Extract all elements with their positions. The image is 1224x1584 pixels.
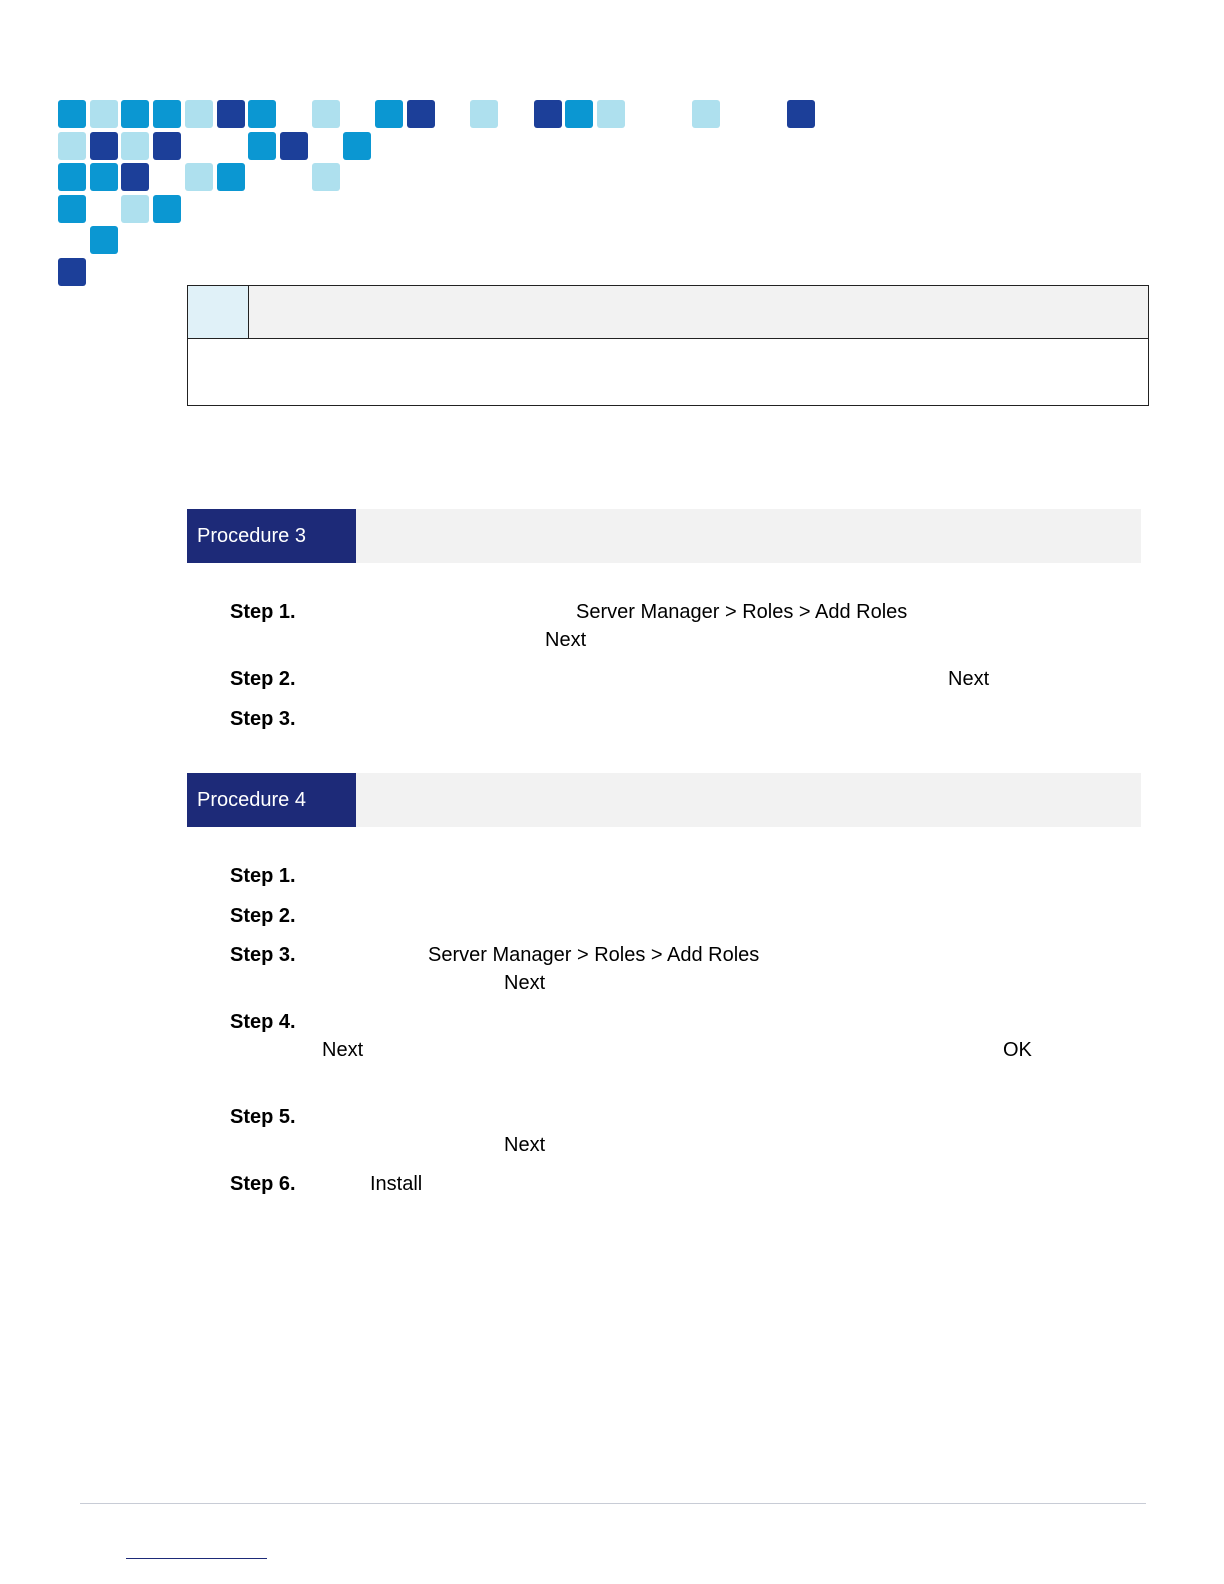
procedure-4-step-3-menu-path: Server Manager > Roles > Add Roles xyxy=(428,944,760,966)
decorative-tile xyxy=(534,100,562,128)
note-box xyxy=(187,285,1149,406)
procedure-4-step-4-ok: OK xyxy=(1003,1039,1032,1061)
decorative-tile xyxy=(153,132,181,160)
decorative-tile xyxy=(787,100,815,128)
procedure-4-step-4-label: Step 4. xyxy=(230,1011,296,1033)
procedure-4-step-5-next: Next xyxy=(504,1134,546,1156)
decorative-tile xyxy=(217,100,245,128)
decorative-tile xyxy=(312,100,340,128)
decorative-tile xyxy=(58,195,86,223)
procedure-3-step-3-label: Step 3. xyxy=(230,708,296,730)
decorative-tile xyxy=(597,100,625,128)
decorative-tile xyxy=(153,195,181,223)
note-icon-cell xyxy=(188,286,249,338)
procedure-3-step-1-next: Next xyxy=(545,629,587,651)
decorative-tile xyxy=(185,163,213,191)
decorative-tile xyxy=(470,100,498,128)
decorative-tile xyxy=(90,100,118,128)
procedure-3-step-1-label: Step 1. xyxy=(230,601,296,623)
procedure-3-label: Procedure 3 xyxy=(187,509,356,563)
procedure-3-step-2-next: Next xyxy=(948,668,990,690)
procedure-4-step-1-label: Step 1. xyxy=(230,865,296,887)
procedure-4-step-6-install: Install xyxy=(370,1173,423,1195)
decorative-tile xyxy=(153,100,181,128)
decorative-tile xyxy=(248,100,276,128)
decorative-tile xyxy=(248,132,276,160)
decorative-tile xyxy=(343,132,371,160)
procedure-3-step-2-label: Step 2. xyxy=(230,668,296,690)
procedure-4-step-2-label: Step 2. xyxy=(230,905,296,927)
decorative-tile xyxy=(90,132,118,160)
procedure-4-bar xyxy=(187,773,1141,827)
footer-rule xyxy=(80,1503,1146,1504)
decorative-tile xyxy=(58,163,86,191)
decorative-tile xyxy=(312,163,340,191)
footer-link-underline xyxy=(126,1558,267,1559)
procedure-4-step-5-label: Step 5. xyxy=(230,1106,296,1128)
procedure-4-label: Procedure 4 xyxy=(187,773,356,827)
decorative-tile xyxy=(185,100,213,128)
decorative-tile xyxy=(121,100,149,128)
decorative-tile xyxy=(121,163,149,191)
decorative-tile xyxy=(375,100,403,128)
procedure-4-step-4-next: Next xyxy=(322,1039,364,1061)
decorative-tile xyxy=(407,100,435,128)
decorative-tile xyxy=(692,100,720,128)
procedure-4-step-3-next: Next xyxy=(504,972,546,994)
decorative-tile xyxy=(217,163,245,191)
decorative-tile xyxy=(90,226,118,254)
note-header xyxy=(188,286,1148,339)
decorative-tile xyxy=(121,195,149,223)
decorative-tile-pattern xyxy=(0,0,1224,300)
decorative-tile xyxy=(58,258,86,286)
procedure-3-step-1-menu-path: Server Manager > Roles > Add Roles xyxy=(576,601,908,623)
decorative-tile xyxy=(121,132,149,160)
procedure-4-step-6-label: Step 6. xyxy=(230,1173,296,1195)
procedure-3-bar xyxy=(187,509,1141,563)
decorative-tile xyxy=(90,163,118,191)
decorative-tile xyxy=(565,100,593,128)
decorative-tile xyxy=(58,132,86,160)
procedure-4-step-3-label: Step 3. xyxy=(230,944,296,966)
decorative-tile xyxy=(280,132,308,160)
decorative-tile xyxy=(58,100,86,128)
